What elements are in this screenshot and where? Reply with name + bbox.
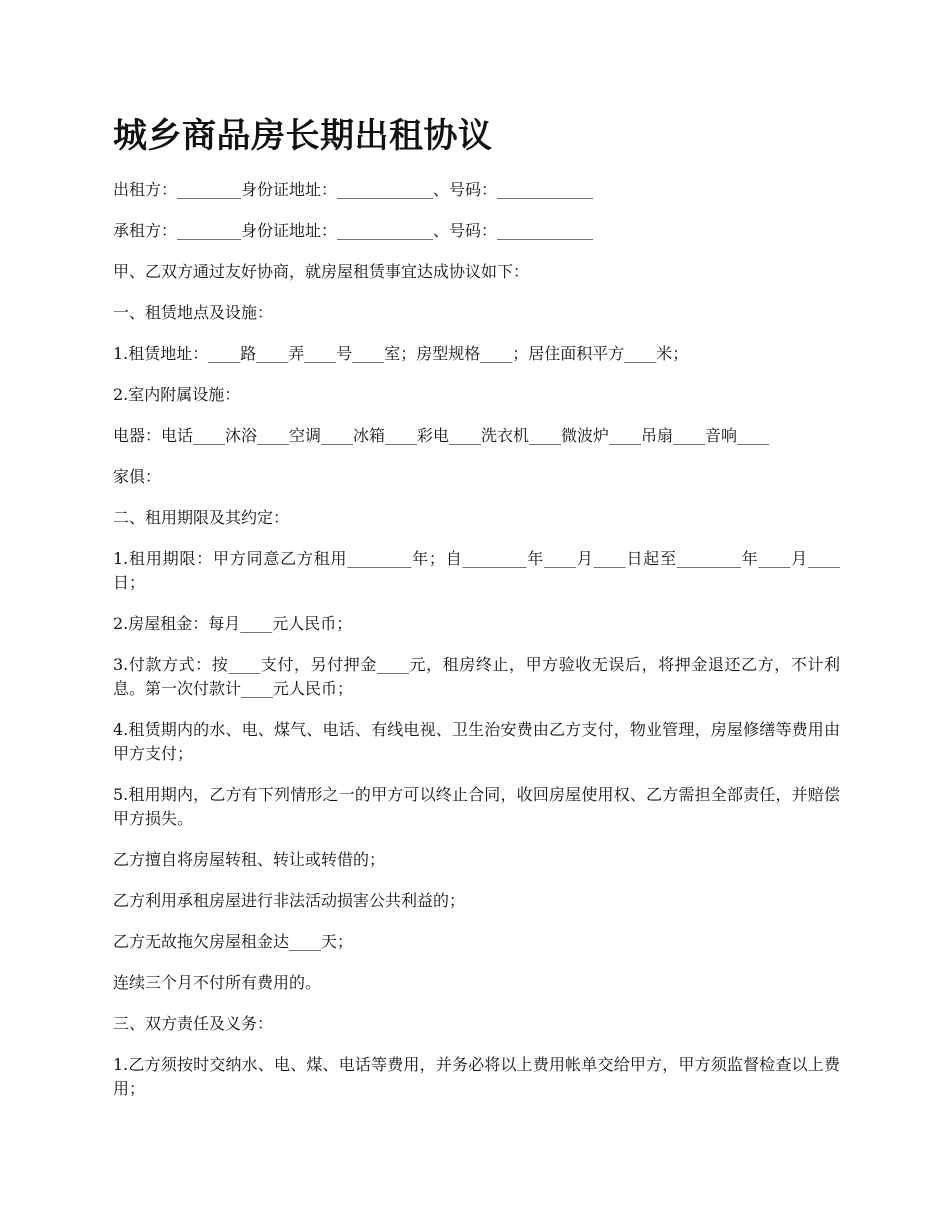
clause-lease-term: 1.租用期限：甲方同意乙方租用________年；自________年____月____日起至________年____月____日； xyxy=(113,549,840,592)
section-heading-2: 二、租用期限及其约定： xyxy=(113,508,290,527)
lessor-line: 出租方：________身份证地址：____________、号码：____________ xyxy=(113,180,594,199)
clause-rental-address: 1.租赁地址：____路____弄____号____室；房型规格____；居住面积平方____米； xyxy=(113,344,689,363)
termination-case-unpaid: 连续三个月不付所有费用的。 xyxy=(113,973,322,992)
document-body xyxy=(113,112,840,1118)
clause-termination: 5.租用期内，乙方有下列情形之一的甲方可以终止合同，收回房屋使用权、乙方需担全部责任，并赔偿甲方损失。 xyxy=(113,785,840,828)
clause-payment: 3.付款方式：按____支付，另付押金____元，租房终止，甲方验收无误后，将押金退还乙方，不计利息。第一次付款计____元人民币； xyxy=(113,655,840,698)
clause-facilities: 2.室内附属设施： xyxy=(113,385,241,404)
section-heading-3: 三、双方责任及义务： xyxy=(113,1014,274,1033)
lessee-line: 承租方：________身份证地址：____________、号码：____________ xyxy=(113,221,594,240)
termination-case-illegal: 乙方利用承租房屋进行非法活动损害公共利益的； xyxy=(113,891,466,910)
clause-duty-fees: 1.乙方须按时交纳水、电、煤、电话等费用，并务必将以上费用帐单交给甲方，甲方须监督检查以上费用； xyxy=(113,1055,840,1098)
preamble: 甲、乙双方通过友好协商，就房屋租赁事宜达成协议如下： xyxy=(113,262,530,281)
clause-utilities: 4.租赁期内的水、电、煤气、电话、有线电视、卫生治安费由乙方支付，物业管理，房屋修缮等费用由甲方支付； xyxy=(113,720,840,763)
termination-case-sublet: 乙方擅自将房屋转租、转让或转借的； xyxy=(113,850,386,869)
clause-rent: 2.房屋租金：每月____元人民币； xyxy=(113,614,353,633)
clause-furniture: 家俱： xyxy=(113,467,162,486)
section-heading-1: 一、租赁地点及设施： xyxy=(113,303,274,322)
clause-appliances: 电器：电话____沐浴____空调____冰箱____彩电____洗衣机____微波炉____吊扇____音响____ xyxy=(113,426,770,445)
document-title: 城乡商品房长期出租协议 xyxy=(113,116,493,156)
termination-case-arrears: 乙方无故拖欠房屋租金达____天； xyxy=(113,932,354,951)
